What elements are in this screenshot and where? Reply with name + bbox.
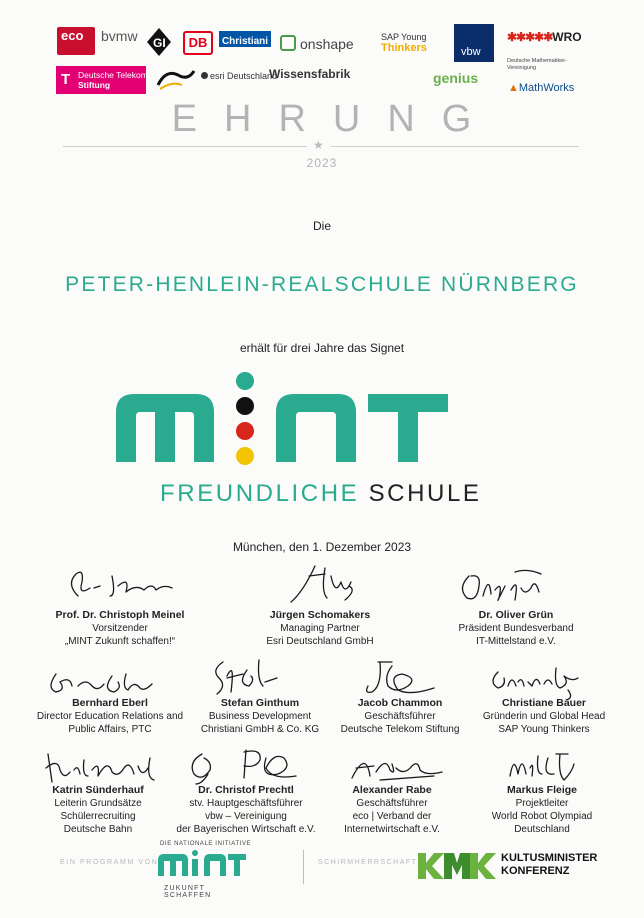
signatory-fleige	[442, 784, 642, 836]
mint-logo-graphic	[112, 368, 532, 468]
signature-bauer	[486, 660, 586, 700]
signature-rabe	[346, 746, 446, 786]
schule-word: SCHULE	[368, 480, 482, 507]
mathworks-icon: ▲	[508, 82, 519, 94]
telekom-line2: Stiftung	[78, 80, 111, 90]
signatory-gruen	[416, 609, 616, 648]
db-logo	[183, 31, 213, 55]
signatory-org: vbw – Vereinigung	[205, 811, 287, 822]
signatory-role: stv. Hauptgeschäftsführer	[189, 798, 303, 809]
signature-meinel	[60, 566, 180, 606]
signatory-name: Alexander Rabe	[352, 784, 432, 796]
informatik-swirl-icon	[154, 67, 198, 91]
title-divider-left	[63, 146, 307, 147]
genius-logo	[433, 70, 478, 86]
christiani-logo-text: Christiani	[221, 36, 269, 47]
signatory-org-2: Internetwirtschaft e.V.	[344, 824, 440, 835]
esri-globe-icon	[201, 72, 208, 79]
freundliche-schule	[160, 480, 482, 508]
telekom-stiftung-logo	[56, 66, 146, 94]
informatik-logo	[154, 67, 198, 91]
signatory-bauer	[444, 697, 644, 736]
kmk-logo	[418, 853, 496, 879]
signatory-org: Christiani GmbH & Co. KG	[200, 724, 320, 735]
gi-logo	[147, 28, 171, 56]
sap-line1: SAP Young	[381, 32, 427, 42]
bvmw-logo-text: bvmw	[101, 28, 138, 44]
mint-zukunft-logo	[156, 848, 246, 899]
eco-logo	[57, 27, 95, 55]
signatory-name: Bernhard Eberl	[72, 697, 148, 709]
signature-schomakers	[285, 562, 365, 606]
signatory-name: Katrin Sünderhauf	[52, 784, 144, 796]
award-title: EHRUNG	[171, 98, 499, 140]
signatory-org: Esri Deutschland GmbH	[266, 636, 374, 647]
gi-logo-icon	[147, 28, 171, 56]
dmv-logo-text: Deutsche Mathematiker-Vereinigung	[507, 58, 567, 71]
signatory-role: Präsident Bundesverband	[458, 623, 574, 634]
kmk-logo-graphic	[418, 853, 496, 879]
svg-text:GI: GI	[153, 36, 166, 50]
signatory-org: eco | Verband der	[352, 811, 432, 822]
signatory-org: „MINT Zukunft schaffen!“	[64, 636, 176, 647]
signatory-role: Business Development	[208, 711, 312, 722]
mint-zukunft-graphic	[156, 848, 246, 878]
place-date: München, den 1. Dezember 2023	[232, 540, 412, 554]
signatory-schomakers	[220, 609, 420, 648]
signature-suenderhauf	[38, 748, 158, 788]
signature-eberl	[42, 666, 162, 700]
school-name: PETER-HENLEIN-REALSCHULE NÜRNBERG	[65, 273, 579, 296]
award-year: 2023	[306, 156, 338, 170]
esri-logo	[201, 71, 277, 81]
wissensfabrik-logo-text: Wissensfabrik	[269, 67, 351, 81]
kmk-line2: KONFERENZ	[501, 865, 570, 877]
signatory-org-2: Deutsche Bahn	[63, 824, 133, 835]
signatory-role: Projektleiter	[515, 798, 569, 809]
freundliche-word: FREUNDLICHE	[160, 480, 360, 507]
signatory-org-2: Deutschland	[514, 824, 570, 835]
signatory-name: Jürgen Schomakers	[269, 609, 371, 621]
esri-logo-text: esri Deutschland	[210, 71, 278, 81]
signature-ginthum	[205, 656, 285, 700]
signatory-role: Gründerin und Global Head	[482, 711, 606, 722]
program-label: EIN PROGRAMM VON	[60, 859, 159, 866]
onshape-icon	[280, 35, 296, 51]
wissensfabrik-logo	[269, 67, 350, 81]
wro-logo	[507, 30, 582, 44]
signatory-name: Prof. Dr. Christoph Meinel	[55, 609, 185, 621]
telekom-line1: Deutsche Telekom	[78, 70, 148, 80]
signatory-role: Leiterin Grundsätze	[54, 798, 142, 809]
signature-gruen	[455, 566, 555, 608]
signatory-role: Geschäftsführer	[356, 798, 428, 809]
genius-logo-text: genius	[433, 70, 479, 86]
signatory-role: Geschäftsführer	[364, 711, 436, 722]
signatory-org: SAP Young Thinkers	[498, 724, 590, 735]
star-icon: ★	[313, 138, 324, 152]
eco-logo-text: eco	[61, 28, 84, 43]
db-logo-text: DB	[188, 35, 208, 50]
vbw-logo	[454, 24, 494, 62]
signatory-role: Director Education Relations and	[36, 711, 184, 722]
christiani-logo	[219, 31, 271, 47]
mathworks-logo	[508, 82, 574, 94]
signatory-role: Managing Partner	[280, 623, 360, 634]
signatory-name: Jacob Chammon	[357, 697, 443, 709]
wro-logo-text: WRO	[552, 30, 582, 44]
signatory-meinel	[20, 609, 220, 648]
award-text: erhält für drei Jahre das Signet	[239, 341, 405, 355]
signatory-org-2: der Bayerischen Wirtschaft e.V.	[176, 824, 316, 835]
kmk-name	[501, 852, 597, 878]
patronage-label: SCHIRMHERRSCHAFT	[318, 859, 418, 866]
mathworks-logo-text: MathWorks	[518, 82, 575, 94]
mint-logo	[112, 368, 532, 468]
signatory-org: World Robot Olympiad	[491, 811, 593, 822]
signatory-name: Dr. Oliver Grün	[478, 609, 554, 621]
initiative-label: DIE NATIONALE INITIATIVE	[160, 841, 252, 847]
signature-prechtl	[182, 744, 302, 788]
signatory-name: Stefan Ginthum	[220, 697, 300, 709]
sap-line2: Thinkers	[381, 42, 427, 54]
intro-text: Die	[312, 219, 331, 233]
signatory-org: IT-Mittelstand e.V.	[476, 636, 556, 647]
signature-fleige	[502, 746, 582, 786]
zukunft-schaffen-text: ZUKUNFT SCHAFFEN	[164, 885, 212, 899]
kmk-line1: KULTUSMINISTER	[501, 852, 598, 864]
signatory-name: Dr. Christof Prechtl	[198, 784, 294, 796]
signature-chammon	[358, 656, 438, 700]
signatory-name: Markus Fleige	[506, 784, 578, 796]
onshape-logo	[280, 35, 354, 52]
signatory-name: Christiane Bauer	[501, 697, 587, 709]
signatory-org: Schülerrecruiting	[60, 811, 136, 822]
signatory-role: Vorsitzender	[92, 623, 148, 634]
telekom-t-icon: T	[61, 71, 71, 88]
footer-divider	[303, 850, 304, 884]
wro-people-icon: ✱✱✱✱✱	[507, 30, 553, 44]
sap-young-thinkers-logo	[381, 32, 427, 54]
onshape-logo-text: onshape	[300, 36, 354, 52]
signatory-org: Public Affairs, PTC	[68, 724, 152, 735]
vbw-logo-text: vbw	[461, 46, 481, 58]
bvmw-logo	[101, 28, 138, 44]
signatory-org: Deutsche Telekom Stiftung	[340, 724, 460, 735]
title-divider-right	[331, 146, 579, 147]
dmv-logo	[507, 58, 577, 72]
